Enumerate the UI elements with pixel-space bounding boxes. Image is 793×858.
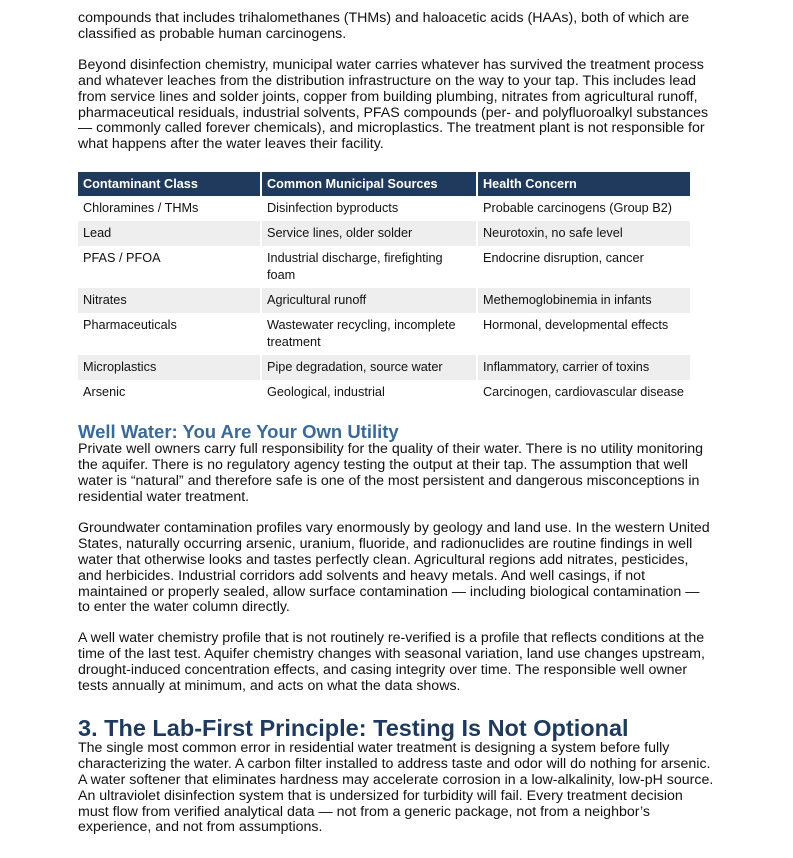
table-row [78,355,690,380]
cell-concern: Neurotoxin, no safe level [477,221,690,246]
header-contaminant-class: Contaminant Class [78,172,261,196]
table-row [78,221,690,246]
table-row [78,196,690,221]
cell-class: Chloramines / THMs [78,196,261,221]
table-row [78,246,690,288]
well-water-heading: Well Water: You Are Your Own Utility [78,421,399,443]
cell-concern: Inflammatory, carrier of toxins [477,355,690,380]
paragraph-groundwater-contamination: Groundwater contamination profiles vary enormously by geology and land use. In the western United States, naturally occurring arsenic, uranium, fluoride, and radionuclides are routine findings in well water that otherwise looks and tastes perfectly clean. Agricultural regions add nitrates, pesticides, and herbicides. Industrial corridors add solvents and heavy metals. And well casings, if not maintained or properly sealed, allow surface contamination — including biological contamination — to enter the water column directly. [78,519,710,616]
table-header-row [78,172,690,196]
cell-source: Industrial discharge, firefighting foam [261,246,477,288]
paragraph-well-reverification: A well water chemistry profile that is not routinely re-verified is a profile that reflects conditions at the time of the last test. Aquifer chemistry changes with seasonal variation, land use changes upstream, drought-induced concentration effects, and casing integrity over time. The responsible well owner tests annually at minimum, and acts on what the data shows. [78,630,705,695]
table-row [78,288,690,313]
cell-concern: Carcinogen, cardiovascular disease [477,380,690,405]
cell-class: Nitrates [78,288,261,313]
cell-concern: Methemoglobinemia in infants [477,288,690,313]
section-3-heading: 3. The Lab-First Principle: Testing Is Not Optional [78,714,629,741]
cell-source: Disinfection byproducts [261,196,477,221]
cell-class: Arsenic [78,380,261,405]
cell-concern: Endocrine disruption, cancer [477,246,690,288]
cell-class: PFAS / PFOA [78,246,261,288]
table-row [78,380,690,405]
cell-concern: Hormonal, developmental effects [477,313,690,355]
cell-source: Wastewater recycling, incomplete treatment [261,313,477,355]
cell-class: Microplastics [78,355,261,380]
cell-class: Pharmaceuticals [78,313,261,355]
paragraph-municipal-contaminants: Beyond disinfection chemistry, municipal water carries whatever has survived the treatment process and whatever leaches from the distribution infrastructure on the way to your tap. This includes lead from service lines and solder joints, copper from building plumbing, nitrates from agricultural runoff, pharmaceutical residuals, industrial solvents, PFAS compounds (per- and polyfluoroalkyl substances — commonly called forever chemicals), and microplastics. The treatment plant is not responsible for what happens after the water leaves their facility. [78,56,709,153]
cell-source: Service lines, older solder [261,221,477,246]
paragraph-lab-first: The single most common error in residential water treatment is designing a system before fully characterizing the water. A carbon filter installed to address taste and odor will do nothing for arsenic. A water softener that eliminates hardness may accelerate corrosion in a low-alkalinity, low-pH source. An ultraviolet disinfection system that is undersized for turbidity will fail. Every treatment decision must flow from verified analytical data — not from a generic package, not from a neighbor’s experience, and not from assumptions. [78,739,714,836]
header-common-sources: Common Municipal Sources [261,172,477,196]
cell-source: Agricultural runoff [261,288,477,313]
contaminant-table [78,172,690,405]
header-health-concern: Health Concern [477,172,690,196]
paragraph-well-responsibility: Private well owners carry full responsibility for the quality of their water. There is no utility monitoring the aquifer. There is no regulatory agency testing the output at their tap. The assumption that well water is “natural” and therefore safe is one of the most persistent and dangerous misconceptions in residential water treatment. [78,441,704,505]
paragraph-dbp-intro: compounds that includes trihalomethanes (THMs) and haloacetic acids (HAAs), both of which are classified as probable human carcinogens. [78,10,690,42]
cell-source: Pipe degradation, source water [261,355,477,380]
cell-source: Geological, industrial [261,380,477,405]
cell-concern: Probable carcinogens (Group B2) [477,196,690,221]
table-row [78,313,690,355]
cell-class: Lead [78,221,261,246]
